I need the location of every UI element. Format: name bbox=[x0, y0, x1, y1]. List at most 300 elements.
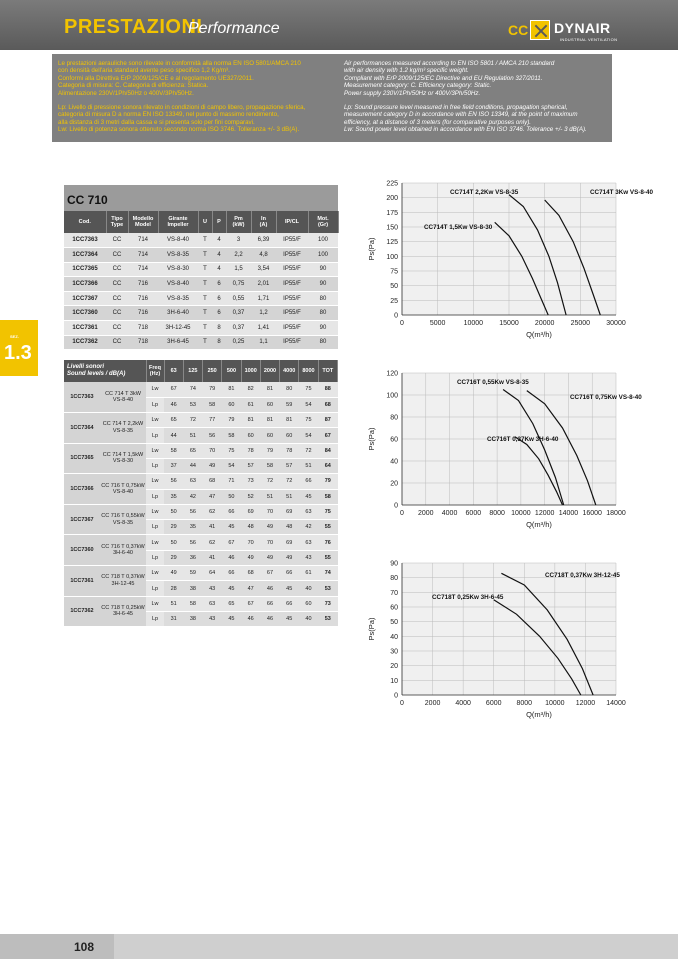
noise-value-cell: 74 bbox=[318, 566, 337, 581]
y-axis-label: Ps(Pa) bbox=[367, 617, 376, 641]
noise-freq-cell: 2000 bbox=[260, 360, 279, 382]
page-subtitle: Performance bbox=[188, 20, 280, 37]
chart-cc716-svg bbox=[360, 365, 642, 540]
x-tick-label: 2000 bbox=[417, 510, 434, 517]
noise-value-cell: 66 bbox=[222, 566, 241, 581]
series-label: CC bbox=[508, 22, 529, 38]
spec-cell: 1CC7366 bbox=[64, 277, 106, 292]
noise-value-cell: 56 bbox=[164, 474, 183, 489]
y-tick-label: 0 bbox=[394, 312, 398, 320]
noise-table bbox=[64, 360, 338, 627]
spec-cell: CC bbox=[106, 291, 128, 306]
series-label: CC714T 2,2Kw VS-8-35 bbox=[450, 189, 519, 196]
x-tick-label: 4000 bbox=[455, 700, 471, 707]
y-tick-label: 100 bbox=[386, 253, 398, 261]
noise-title-cell bbox=[64, 360, 146, 382]
noise-value-cell: 43 bbox=[203, 611, 222, 626]
noise-value-cell: 59 bbox=[183, 566, 202, 581]
noise-value-cell: 64 bbox=[203, 566, 222, 581]
noise-freq-cell: 4000 bbox=[280, 360, 299, 382]
noise-value-cell: 29 bbox=[164, 520, 183, 535]
noise-value-cell: 65 bbox=[222, 596, 241, 611]
x-tick-label: 10000 bbox=[511, 510, 531, 517]
y-tick-label: 200 bbox=[386, 195, 398, 203]
dynair-logo-icon bbox=[530, 20, 550, 40]
noise-model-cell: CC 714 T 2,2kW VS-8-35 bbox=[100, 413, 146, 444]
noise-value-cell: 70 bbox=[241, 535, 260, 550]
noise-value-cell: 80 bbox=[280, 382, 299, 397]
noise-value-cell: 51 bbox=[183, 428, 202, 443]
noise-value-cell: 35 bbox=[164, 489, 183, 504]
info-italian-performance: Le prestazioni aerauliche sono rilevate in conformità alla norma EN ISO 5801/AMCA 210 con densità dell'aria standard avente peso specifico 1,2 Kg/m³. Conformi alla Direttiva ErP 2009/125/CE e al regolamento UE327/2011. Categoria di misura: C. Categoria di efficienza: Statica. Alimentazione 230V/1Ph/50Hz o 400V/3Ph/50Hz. bbox=[58, 60, 301, 97]
noise-level-type: Lp bbox=[146, 489, 164, 504]
noise-value-cell: 62 bbox=[203, 535, 222, 550]
x-axis-label: Q(m³/h) bbox=[526, 520, 552, 529]
spec-cell: CC bbox=[106, 277, 128, 292]
noise-value-cell: 75 bbox=[299, 413, 318, 428]
y-tick-label: 30 bbox=[390, 648, 398, 656]
spec-cell: 80 bbox=[308, 306, 338, 321]
x-tick-label: 6000 bbox=[485, 700, 502, 707]
spec-cell: T bbox=[198, 291, 212, 306]
y-tick-label: 80 bbox=[390, 575, 398, 583]
x-axis-label: Q(m³/h) bbox=[526, 330, 552, 339]
series-label: CC714T 1,5Kw VS-8-30 bbox=[424, 224, 493, 231]
plot-area bbox=[402, 563, 616, 695]
spec-cell: IP55/F bbox=[276, 335, 308, 350]
spec-cell: 714 bbox=[128, 248, 158, 263]
noise-table-block bbox=[64, 360, 338, 627]
noise-value-cell: 42 bbox=[183, 489, 202, 504]
spec-cell: 80 bbox=[308, 335, 338, 350]
y-tick-label: 0 bbox=[394, 502, 398, 510]
noise-code-cell: 1CC7367 bbox=[64, 504, 100, 535]
noise-value-cell: 70 bbox=[260, 504, 279, 519]
noise-level-type: Lp bbox=[146, 611, 164, 626]
spec-cell: 2,01 bbox=[251, 277, 276, 292]
spec-cell: VS-8-30 bbox=[158, 262, 198, 277]
noise-value-cell: 66 bbox=[280, 596, 299, 611]
spec-cell: 8 bbox=[212, 321, 226, 336]
y-tick-label: 125 bbox=[386, 239, 398, 247]
spec-cell: T bbox=[198, 248, 212, 263]
noise-value-cell: 41 bbox=[203, 520, 222, 535]
noise-value-cell: 49 bbox=[260, 520, 279, 535]
spec-cell: VS-8-35 bbox=[158, 248, 198, 263]
noise-value-cell: 71 bbox=[222, 474, 241, 489]
spec-cell: 90 bbox=[308, 277, 338, 292]
noise-value-cell: 48 bbox=[280, 520, 299, 535]
noise-value-cell: 54 bbox=[299, 428, 318, 443]
x-tick-label: 2000 bbox=[424, 700, 441, 707]
noise-code-cell: 1CC7364 bbox=[64, 413, 100, 444]
y-tick-label: 40 bbox=[390, 458, 398, 466]
spec-cell: 716 bbox=[128, 306, 158, 321]
noise-value-cell: 60 bbox=[260, 397, 279, 412]
x-tick-label: 0 bbox=[400, 510, 404, 517]
spec-cell: 1CC7365 bbox=[64, 262, 106, 277]
noise-value-cell: 81 bbox=[280, 413, 299, 428]
noise-value-cell: 45 bbox=[222, 520, 241, 535]
table-row bbox=[64, 233, 338, 248]
noise-value-cell: 44 bbox=[164, 428, 183, 443]
spec-header-cell: P bbox=[212, 211, 226, 233]
noise-value-cell: 79 bbox=[260, 443, 279, 458]
x-tick-label: 12000 bbox=[534, 510, 555, 517]
noise-value-cell: 53 bbox=[183, 397, 202, 412]
x-tick-label: 30000 bbox=[606, 320, 626, 327]
spec-cell: 100 bbox=[308, 233, 338, 248]
table-row bbox=[64, 596, 338, 611]
noise-level-type: Lp bbox=[146, 397, 164, 412]
spec-cell: 6,39 bbox=[251, 233, 276, 248]
spec-header-cell: In (A) bbox=[251, 211, 276, 233]
spec-cell: 0,25 bbox=[226, 335, 251, 350]
table-row bbox=[64, 566, 338, 581]
noise-value-cell: 45 bbox=[222, 581, 241, 596]
noise-value-cell: 58 bbox=[203, 397, 222, 412]
info-english-performance: Air performances measured according to EN ISO 5801 / AMCA 210 standard with air density with 1.2 kg/m³ specific weight. Compliant with ErP 2009/125/EC Directive and EU Regulation 327/2011. Measurement category: C. Efficiency category: Static. Power supply 230V/1Ph/50Hz or 400V/3Ph/50Hz. bbox=[344, 60, 555, 97]
noise-value-cell: 50 bbox=[164, 535, 183, 550]
noise-value-cell: 72 bbox=[299, 443, 318, 458]
noise-value-cell: 81 bbox=[241, 413, 260, 428]
noise-value-cell: 61 bbox=[241, 397, 260, 412]
noise-value-cell: 72 bbox=[260, 474, 279, 489]
y-tick-label: 120 bbox=[386, 370, 398, 378]
noise-value-cell: 48 bbox=[241, 520, 260, 535]
noise-value-cell: 70 bbox=[260, 535, 279, 550]
brand-tagline: INDUSTRIAL VENTILATION bbox=[560, 37, 618, 42]
spec-cell: CC bbox=[106, 262, 128, 277]
noise-value-cell: 78 bbox=[241, 443, 260, 458]
noise-value-cell: 60 bbox=[222, 397, 241, 412]
noise-header-row bbox=[64, 360, 338, 382]
spec-cell: IP55/F bbox=[276, 277, 308, 292]
spec-cell: 718 bbox=[128, 335, 158, 350]
noise-code-cell: 1CC7366 bbox=[64, 474, 100, 505]
y-tick-label: 50 bbox=[390, 619, 398, 627]
noise-value-cell: 58 bbox=[260, 458, 279, 473]
noise-value-cell: 68 bbox=[203, 474, 222, 489]
noise-value-cell: 61 bbox=[299, 566, 318, 581]
noise-value-cell: 67 bbox=[164, 382, 183, 397]
x-tick-label: 18000 bbox=[606, 510, 626, 517]
noise-value-cell: 55 bbox=[318, 520, 337, 535]
spec-cell: 90 bbox=[308, 262, 338, 277]
noise-value-cell: 66 bbox=[299, 474, 318, 489]
noise-value-cell: 53 bbox=[318, 581, 337, 596]
spec-cell: 1CC7360 bbox=[64, 306, 106, 321]
noise-value-cell: 81 bbox=[260, 382, 279, 397]
noise-level-type: Lw bbox=[146, 596, 164, 611]
noise-title-en: Sound levels / dB(A) bbox=[67, 371, 126, 377]
noise-value-cell: 82 bbox=[241, 382, 260, 397]
spec-cell: CC bbox=[106, 233, 128, 248]
noise-value-cell: 72 bbox=[280, 474, 299, 489]
noise-value-cell: 36 bbox=[183, 550, 202, 565]
noise-value-cell: 65 bbox=[164, 413, 183, 428]
noise-value-cell: 81 bbox=[222, 382, 241, 397]
series-label: CC716T 0,55Kw VS-8-35 bbox=[457, 379, 529, 386]
y-tick-label: 80 bbox=[390, 414, 398, 422]
noise-code-cell: 1CC7362 bbox=[64, 596, 100, 627]
noise-value-cell: 75 bbox=[318, 504, 337, 519]
noise-value-cell: 54 bbox=[222, 458, 241, 473]
spec-cell: 3H-6-40 bbox=[158, 306, 198, 321]
noise-value-cell: 45 bbox=[222, 611, 241, 626]
info-box bbox=[52, 54, 612, 142]
spec-header-cell: Tipo Type bbox=[106, 211, 128, 233]
noise-value-cell: 45 bbox=[299, 489, 318, 504]
noise-value-cell: 47 bbox=[203, 489, 222, 504]
noise-freq-cell: 125 bbox=[183, 360, 202, 382]
noise-code-cell: 1CC7361 bbox=[64, 566, 100, 597]
x-tick-label: 0 bbox=[400, 700, 404, 707]
noise-value-cell: 73 bbox=[318, 596, 337, 611]
spec-cell: 90 bbox=[308, 321, 338, 336]
noise-level-type: Lw bbox=[146, 382, 164, 397]
noise-level-type: Lw bbox=[146, 413, 164, 428]
noise-value-cell: 79 bbox=[318, 474, 337, 489]
series-label: CC716T 0,75Kw VS-8-40 bbox=[570, 394, 642, 401]
x-tick-label: 0 bbox=[400, 320, 404, 327]
spec-cell: 1,5 bbox=[226, 262, 251, 277]
spec-cell: 0,37 bbox=[226, 306, 251, 321]
noise-value-cell: 69 bbox=[241, 504, 260, 519]
spec-header-cell: Cod. bbox=[64, 211, 106, 233]
noise-value-cell: 63 bbox=[203, 596, 222, 611]
info-english bbox=[344, 60, 609, 141]
noise-level-type: Lw bbox=[146, 474, 164, 489]
spec-cell: 1CC7367 bbox=[64, 291, 106, 306]
spec-cell: 100 bbox=[308, 248, 338, 263]
spec-cell: 8 bbox=[212, 335, 226, 350]
noise-value-cell: 78 bbox=[280, 443, 299, 458]
noise-freq-cell: 1000 bbox=[241, 360, 260, 382]
noise-level-type: Lp bbox=[146, 550, 164, 565]
noise-freq-cell: 500 bbox=[222, 360, 241, 382]
noise-freq-cell: 250 bbox=[203, 360, 222, 382]
spec-cell: 1CC7364 bbox=[64, 248, 106, 263]
noise-value-cell: 59 bbox=[280, 397, 299, 412]
table-row bbox=[64, 474, 338, 489]
noise-value-cell: 49 bbox=[203, 458, 222, 473]
noise-value-cell: 58 bbox=[183, 596, 202, 611]
series-label: CC718T 0,37Kw 3H-12-45 bbox=[545, 572, 620, 579]
y-tick-label: 70 bbox=[390, 589, 398, 597]
noise-value-cell: 55 bbox=[318, 550, 337, 565]
noise-value-cell: 66 bbox=[222, 504, 241, 519]
noise-value-cell: 87 bbox=[318, 413, 337, 428]
spec-cell: CC bbox=[106, 321, 128, 336]
table-row bbox=[64, 382, 338, 397]
noise-value-cell: 60 bbox=[241, 428, 260, 443]
noise-value-cell: 49 bbox=[241, 550, 260, 565]
noise-freq-cell: 63 bbox=[164, 360, 183, 382]
spec-cell: 1,2 bbox=[251, 306, 276, 321]
spec-cell: 714 bbox=[128, 233, 158, 248]
y-tick-label: 60 bbox=[390, 436, 398, 444]
noise-value-cell: 58 bbox=[164, 443, 183, 458]
noise-value-cell: 50 bbox=[222, 489, 241, 504]
noise-value-cell: 49 bbox=[260, 550, 279, 565]
noise-value-cell: 38 bbox=[183, 611, 202, 626]
y-tick-label: 225 bbox=[386, 180, 398, 188]
table-row bbox=[64, 291, 338, 306]
spec-cell: IP55/F bbox=[276, 248, 308, 263]
spec-cell: 4,8 bbox=[251, 248, 276, 263]
spec-cell: 80 bbox=[308, 291, 338, 306]
series-label: CC718T 0,25Kw 3H-6-45 bbox=[432, 594, 504, 601]
noise-value-cell: 53 bbox=[318, 611, 337, 626]
noise-value-cell: 40 bbox=[299, 581, 318, 596]
noise-value-cell: 67 bbox=[260, 566, 279, 581]
noise-value-cell: 66 bbox=[260, 596, 279, 611]
spec-cell: 718 bbox=[128, 321, 158, 336]
table-row bbox=[64, 443, 338, 458]
table-row bbox=[64, 248, 338, 263]
spec-cell: T bbox=[198, 262, 212, 277]
x-tick-label: 14000 bbox=[558, 510, 579, 517]
info-english-sound: Lp: Sound pressure level measured in free field conditions, propagation spherical, measurement category D in accordance with EN ISO 13349, at the point of maximum efficiency, at a distance of 3 meters (for comparative purposes only). Lw: Sound power level obtained in accordance with EN ISO 3746. Tolerance +/- 3 dB(A). bbox=[344, 104, 587, 134]
noise-level-type: Lp bbox=[146, 581, 164, 596]
spec-cell: IP55/F bbox=[276, 321, 308, 336]
spec-header-cell: IP/CL bbox=[276, 211, 308, 233]
y-tick-label: 90 bbox=[390, 560, 398, 568]
y-tick-label: 175 bbox=[386, 209, 398, 217]
y-tick-label: 150 bbox=[386, 224, 398, 232]
table-row bbox=[64, 321, 338, 336]
noise-value-cell: 35 bbox=[183, 520, 202, 535]
spec-cell: T bbox=[198, 277, 212, 292]
noise-value-cell: 46 bbox=[164, 397, 183, 412]
noise-value-cell: 41 bbox=[203, 550, 222, 565]
y-tick-label: 25 bbox=[390, 297, 398, 305]
x-tick-label: 5000 bbox=[429, 320, 446, 327]
noise-value-cell: 46 bbox=[260, 611, 279, 626]
page-number-box bbox=[0, 934, 114, 959]
noise-level-type: Lw bbox=[146, 443, 164, 458]
table-row bbox=[64, 535, 338, 550]
page-title: PRESTAZIONI bbox=[64, 16, 203, 38]
spec-cell: 716 bbox=[128, 277, 158, 292]
page-number: 108 bbox=[74, 940, 95, 954]
noise-model-cell: CC 714 T 1,5kW VS-8-30 bbox=[100, 443, 146, 474]
noise-value-cell: 60 bbox=[299, 596, 318, 611]
table-row bbox=[64, 277, 338, 292]
spec-header-cell: Girante Impeller bbox=[158, 211, 198, 233]
chart-cc714 bbox=[360, 175, 653, 355]
noise-model-cell: CC 718 T 0,37kW 3H-12-45 bbox=[100, 566, 146, 597]
section-tab-number: 1.3 bbox=[4, 342, 32, 364]
noise-value-cell: 46 bbox=[241, 611, 260, 626]
noise-value-cell: 47 bbox=[241, 581, 260, 596]
noise-value-cell: 51 bbox=[260, 489, 279, 504]
noise-value-cell: 56 bbox=[183, 535, 202, 550]
noise-value-cell: 45 bbox=[280, 581, 299, 596]
spec-cell: 1CC7363 bbox=[64, 233, 106, 248]
spec-cell: 1,1 bbox=[251, 335, 276, 350]
noise-value-cell: 42 bbox=[299, 520, 318, 535]
noise-value-cell: 63 bbox=[299, 535, 318, 550]
spec-cell: T bbox=[198, 335, 212, 350]
noise-value-cell: 72 bbox=[183, 413, 202, 428]
spec-cell: 1CC7362 bbox=[64, 335, 106, 350]
noise-value-cell: 67 bbox=[241, 596, 260, 611]
noise-value-cell: 43 bbox=[299, 550, 318, 565]
noise-value-cell: 67 bbox=[318, 428, 337, 443]
noise-value-cell: 56 bbox=[203, 428, 222, 443]
y-tick-label: 100 bbox=[386, 392, 398, 400]
noise-value-cell: 43 bbox=[203, 581, 222, 596]
x-tick-label: 6000 bbox=[465, 510, 482, 517]
noise-value-cell: 37 bbox=[164, 458, 183, 473]
spec-cell: 3,54 bbox=[251, 262, 276, 277]
spec-cell: IP55/F bbox=[276, 233, 308, 248]
noise-model-cell: CC 716 T 0,37kW 3H-6-40 bbox=[100, 535, 146, 566]
noise-value-cell: 63 bbox=[299, 504, 318, 519]
noise-value-cell: 84 bbox=[318, 443, 337, 458]
noise-value-cell: 57 bbox=[241, 458, 260, 473]
noise-value-cell: 60 bbox=[280, 428, 299, 443]
table-row bbox=[64, 306, 338, 321]
spec-cell: 714 bbox=[128, 262, 158, 277]
noise-value-cell: 81 bbox=[260, 413, 279, 428]
spec-cell: 0,55 bbox=[226, 291, 251, 306]
noise-value-cell: 49 bbox=[280, 550, 299, 565]
noise-level-type: Lw bbox=[146, 535, 164, 550]
noise-value-cell: 40 bbox=[299, 611, 318, 626]
section-tab-label: SEZ. bbox=[10, 334, 19, 339]
noise-value-cell: 29 bbox=[164, 550, 183, 565]
section-tab bbox=[0, 320, 38, 376]
spec-cell: VS-8-35 bbox=[158, 291, 198, 306]
spec-cell: 3H-6-45 bbox=[158, 335, 198, 350]
x-tick-label: 10000 bbox=[545, 700, 565, 707]
y-tick-label: 50 bbox=[390, 283, 398, 291]
spec-cell: 6 bbox=[212, 277, 226, 292]
noise-value-cell: 58 bbox=[222, 428, 241, 443]
brand-name: DYNAIR bbox=[554, 20, 611, 36]
noise-level-type: Lw bbox=[146, 566, 164, 581]
noise-value-cell: 67 bbox=[222, 535, 241, 550]
noise-value-cell: 64 bbox=[318, 458, 337, 473]
table-row bbox=[64, 504, 338, 519]
spec-cell: 4 bbox=[212, 248, 226, 263]
noise-value-cell: 46 bbox=[260, 581, 279, 596]
spec-cell: CC bbox=[106, 306, 128, 321]
series-label: CC714T 3Kw VS-8-40 bbox=[590, 189, 653, 196]
noise-value-cell: 79 bbox=[222, 413, 241, 428]
spec-table-title: CC 710 bbox=[64, 185, 338, 211]
spec-cell: 4 bbox=[212, 262, 226, 277]
noise-value-cell: 52 bbox=[241, 489, 260, 504]
x-tick-label: 8000 bbox=[489, 510, 505, 517]
spec-header-cell: Modello Model bbox=[128, 211, 158, 233]
x-tick-label: 12000 bbox=[575, 700, 596, 707]
info-italian-sound: Lp: Livello di pressione sonora rilevato in condizioni di campo libero, propagazione sferica, categoria di misura D a norma EN ISO 13349, nel punto di massimo rendimento, alla distanza di 3 metri dalla cassa e si presenta solo per fini comparavi. Lw: Livello di potenza sonora ottenuto secondo norma ISO 3746. Tolleranza +/- 3 dB(A). bbox=[58, 104, 306, 134]
spec-header-row bbox=[64, 211, 338, 233]
noise-value-cell: 68 bbox=[241, 566, 260, 581]
noise-value-cell: 60 bbox=[260, 428, 279, 443]
spec-header-cell: Pm (kW) bbox=[226, 211, 251, 233]
noise-code-cell: 1CC7365 bbox=[64, 443, 100, 474]
x-tick-label: 25000 bbox=[570, 320, 591, 327]
noise-value-cell: 44 bbox=[183, 458, 202, 473]
spec-cell: 6 bbox=[212, 306, 226, 321]
table-row bbox=[64, 335, 338, 350]
y-axis-label: Ps(Pa) bbox=[367, 237, 376, 261]
